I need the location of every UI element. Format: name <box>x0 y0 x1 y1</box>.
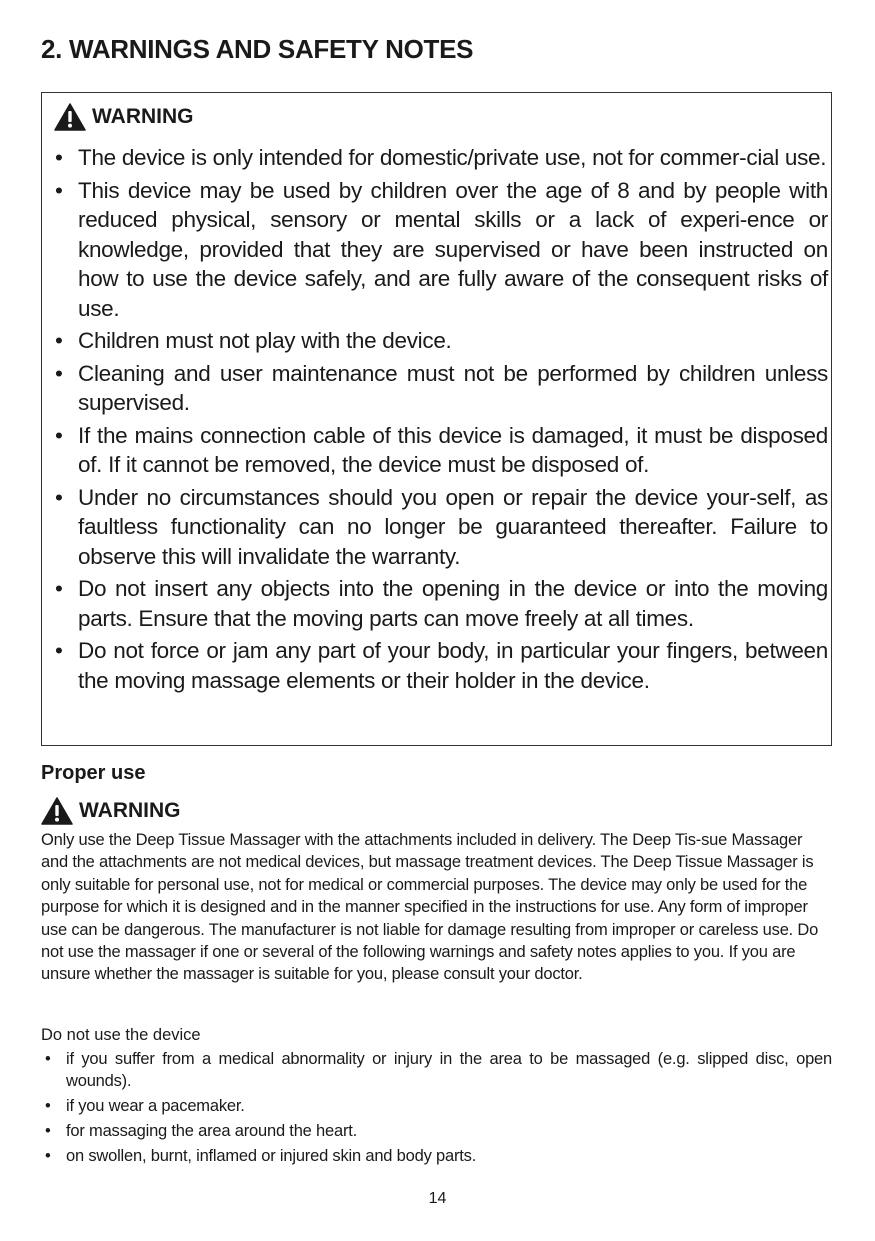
list-item: • Children must not play with the device. <box>53 326 828 356</box>
list-item: • Do not force or jam any part of your body, in particular your fingers, between the moving massage elements or their holder in the device. <box>53 636 828 695</box>
page-number: 14 <box>428 1190 447 1207</box>
list-item: • if you wear a pacemaker. <box>44 1095 832 1117</box>
list-item: • This device may be used by children over the age of 8 and by people with reduced physical, sensory or mental skills or a lack of experi-ence or knowledge, provided that they are supervised or have been instructed on how to use the device safely, and are fully aware of the consequent risks of use. <box>53 176 828 324</box>
list-item: • on swollen, burnt, inflamed or injured skin and body parts. <box>44 1145 832 1167</box>
list-item: • Cleaning and user maintenance must not be performed by children unless supervised. <box>53 359 828 418</box>
section-title: 2. WARNINGS AND SAFETY NOTES <box>41 34 474 64</box>
warning-triangle-icon <box>41 797 73 825</box>
proper-use-paragraph: Only use the Deep Tissue Massager with the attachments included in delivery. The Deep Tis-sue Massager and the attachments are not medical devices, but massage treatment devices. The Deep Tissue Massager is only suitable for personal use, not for medical or commercial purposes. The device may only be used for the purpose for which it is designed and in the manner specified in the instructions for use. Any form of improper use can be dangerous. The manufacturer is not liable for damage resulting from improper or careless use. Do not use the massager if one or several of the following warnings and safety notes applies to you. If you are unsure whether the massager is suitable for you, please consult your doctor. <box>41 831 819 984</box>
list-item: • If the mains connection cable of this device is damaged, it must be disposed of. If it cannot be removed, the device must be disposed of. <box>53 421 828 480</box>
list-item: • if you suffer from a medical abnormality or injury in the area to be massaged (e.g. slipped disc, open wounds). <box>44 1048 832 1092</box>
warning-triangle-icon <box>54 103 86 131</box>
warning-box <box>41 92 832 746</box>
warning-list <box>53 143 828 698</box>
proper-use-warning-heading <box>41 797 181 825</box>
do-not-use-intro: Do not use the device <box>41 1026 201 1044</box>
list-item: • Under no circumstances should you open or repair the device your-self, as faultless functionality can no longer be guaranteed thereafter. Failure to observe this will invalidate the warranty. <box>53 483 828 572</box>
list-item: • for massaging the area around the heart. <box>44 1120 832 1142</box>
warning-label: WARNING <box>92 105 194 128</box>
proper-use-title: Proper use <box>41 762 146 784</box>
warning-label: WARNING <box>79 799 181 822</box>
warning-heading <box>54 103 194 131</box>
do-not-use-list <box>44 1048 832 1170</box>
list-item: • Do not insert any objects into the opening in the device or into the moving parts. Ensure that the moving parts can move freely at all times. <box>53 574 828 633</box>
list-item: • The device is only intended for domestic/private use, not for commer-cial use. <box>53 143 828 173</box>
